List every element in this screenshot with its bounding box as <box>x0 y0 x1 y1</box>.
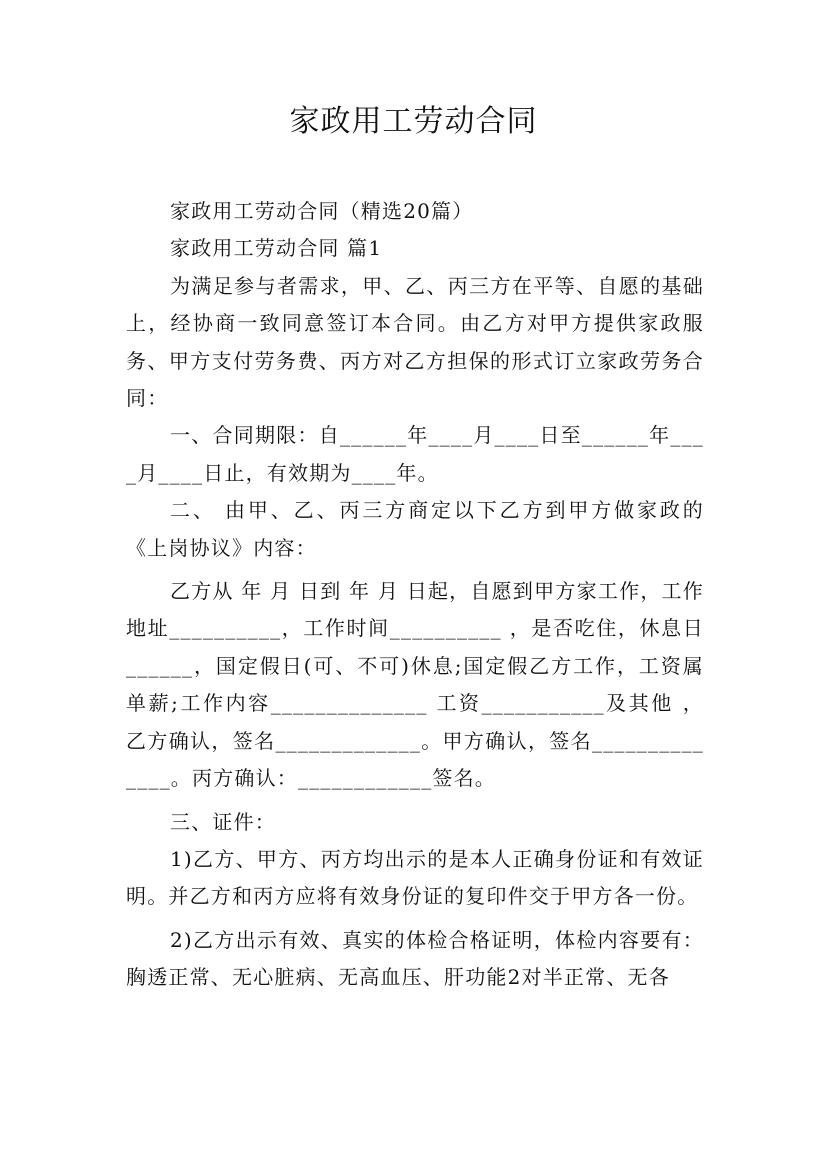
paragraph-preamble: 为满足参与者需求，甲、乙、丙三方在平等、自愿的基础上，经协商一致同意签订本合同。由乙方对甲方提供家政服务、甲方支付劳务费、丙方对乙方担保的形式订立家政劳务合同： <box>126 273 704 411</box>
paragraph-section-heading: 家政用工劳动合同 篇1 <box>170 236 383 261</box>
paragraph-documents-heading: 三、证件： <box>170 809 276 834</box>
document-body <box>126 193 704 997</box>
paragraph-subtitle: 家政用工劳动合同（精选20篇） <box>170 199 474 223</box>
paragraph-documents-item-2: 2)乙方出示有效、真实的体检合格证明，体检内容要有：胸透正常、无心脏病、无高血压、肝功能2对半正常、无各 <box>126 927 704 990</box>
paragraph-agreement-details: 乙方从 年 月 日到 年 月 日起，自愿到甲方家工作，工作地址__________，工作时间__________ ，是否吃住，休息日______，国定假日(可、不可)休息;国定假乙方工作，工资属单薪;工作内容______________ 工资___________及其他 ，乙方确认，签名_____________。甲方确认，签名______________。丙方确认：____________签名。 <box>126 579 704 791</box>
paragraph-term: 一、合同期限：自______年____月____日至______年____月____日止，有效期为____年。 <box>126 423 704 485</box>
paragraph-agreement-intro: 二、 由甲、乙、丙三方商定以下乙方到甲方做家政的《上岗协议》内容： <box>126 498 704 560</box>
document-title: 家政用工劳动合同 <box>289 104 538 139</box>
paragraph-documents-item-1: 1)乙方、甲方、丙方均出示的是本人正确身份证和有效证明。并乙方和丙方应将有效身份证的复印件交于甲方各一份。 <box>126 846 704 909</box>
